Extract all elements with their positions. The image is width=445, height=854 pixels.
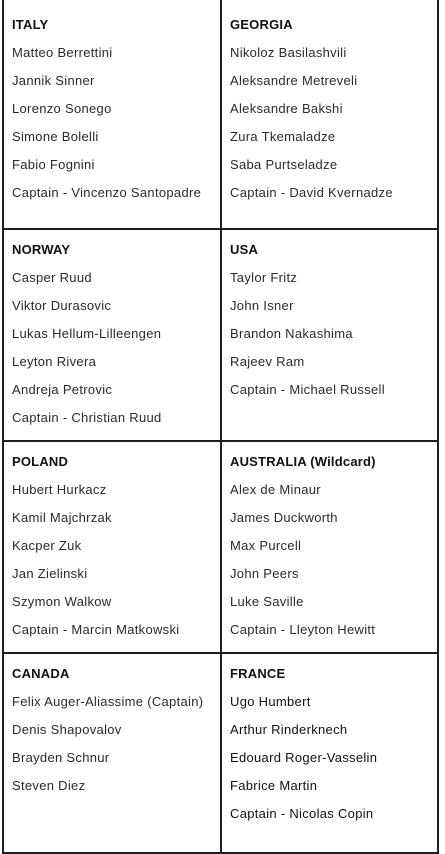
- player-name: Aleksandre Metreveli: [230, 73, 358, 88]
- player-name: Taylor Fritz: [230, 270, 298, 285]
- captain-name: Captain - Vincenzo Santopadre: [12, 185, 202, 200]
- country-heading: ITALY: [12, 17, 49, 32]
- player-name: Aleksandre Bakshi: [230, 101, 343, 116]
- player-name: Simone Bolelli: [12, 129, 99, 144]
- captain-name: Captain - Nicolas Copin: [230, 806, 374, 821]
- player-name: Kacper Zuk: [12, 538, 82, 553]
- country-heading: POLAND: [12, 454, 69, 469]
- player-name: Rajeev Ram: [230, 354, 305, 369]
- player-name: John Peers: [230, 566, 299, 581]
- captain-name: Captain - Lleyton Hewitt: [230, 622, 376, 637]
- player-name: James Duckworth: [230, 510, 338, 525]
- captain-name: Captain - Christian Ruud: [12, 410, 162, 425]
- player-name: Nikoloz Basilashvili: [230, 45, 347, 60]
- team-cell-georgia: [221, 0, 438, 229]
- player-name: Leyton Rivera: [12, 354, 97, 369]
- player-name: Kamil Majchrzak: [12, 510, 112, 525]
- player-name: Lorenzo Sonego: [12, 101, 112, 116]
- player-name: Ugo Humbert: [230, 694, 311, 709]
- player-list: [12, 271, 220, 439]
- table-row: [3, 0, 438, 229]
- player-list: [230, 483, 437, 651]
- player-name: Viktor Durasovic: [12, 298, 112, 313]
- player-name: Max Purcell: [230, 538, 302, 553]
- table-row: [3, 441, 438, 653]
- country-heading: AUSTRALIA (Wildcard): [230, 454, 376, 469]
- player-name: Zura Tkemaladze: [230, 129, 336, 144]
- team-cell-usa: [221, 229, 438, 441]
- team-rosters-table: [2, 0, 439, 854]
- player-name: Szymon Walkow: [12, 594, 112, 609]
- player-name: John Isner: [230, 298, 294, 313]
- player-list: [230, 46, 437, 214]
- country-heading: NORWAY: [12, 242, 71, 257]
- player-name: Casper Ruud: [12, 270, 92, 285]
- player-name: Luke Saville: [230, 594, 304, 609]
- team-cell-poland: [3, 441, 221, 653]
- player-name: Fabrice Martin: [230, 778, 318, 793]
- player-name: Andreja Petrovic: [12, 382, 113, 397]
- captain-name: Captain - Marcin Matkowski: [12, 622, 180, 637]
- player-name: Fabio Fognini: [12, 157, 95, 172]
- player-list: [12, 695, 220, 807]
- player-list: [230, 271, 437, 411]
- country-heading: USA: [230, 242, 259, 257]
- player-name: Matteo Berrettini: [12, 45, 113, 60]
- team-cell-canada: [3, 653, 221, 853]
- country-heading: CANADA: [12, 666, 70, 681]
- team-cell-italy: [3, 0, 221, 229]
- table-row: [3, 653, 438, 853]
- player-list: [12, 483, 220, 651]
- player-name: Lukas Hellum-Lilleengen: [12, 326, 162, 341]
- player-name: Brayden Schnur: [12, 750, 110, 765]
- player-name: Hubert Hurkacz: [12, 482, 107, 497]
- table-row: [3, 229, 438, 441]
- player-name: Alex de Minaur: [230, 482, 321, 497]
- player-name: Steven Diez: [12, 778, 86, 793]
- player-name: Edouard Roger-Vasselin: [230, 750, 378, 765]
- player-name: Brandon Nakashima: [230, 326, 353, 341]
- player-name: Jan Zielinski: [12, 566, 88, 581]
- team-cell-norway: [3, 229, 221, 441]
- team-cell-france: [221, 653, 438, 853]
- country-heading: FRANCE: [230, 666, 286, 681]
- captain-name: Captain - David Kvernadze: [230, 185, 393, 200]
- player-name: Denis Shapovalov: [12, 722, 122, 737]
- player-name: Arthur Rinderknech: [230, 722, 348, 737]
- player-list: [230, 695, 437, 835]
- player-list: [12, 46, 220, 214]
- country-heading: GEORGIA: [230, 17, 293, 32]
- captain-name: Felix Auger-Aliassime (Captain): [12, 694, 204, 709]
- player-name: Saba Purtseladze: [230, 157, 338, 172]
- captain-name: Captain - Michael Russell: [230, 382, 385, 397]
- player-name: Jannik Sinner: [12, 73, 95, 88]
- team-cell-australia: [221, 441, 438, 653]
